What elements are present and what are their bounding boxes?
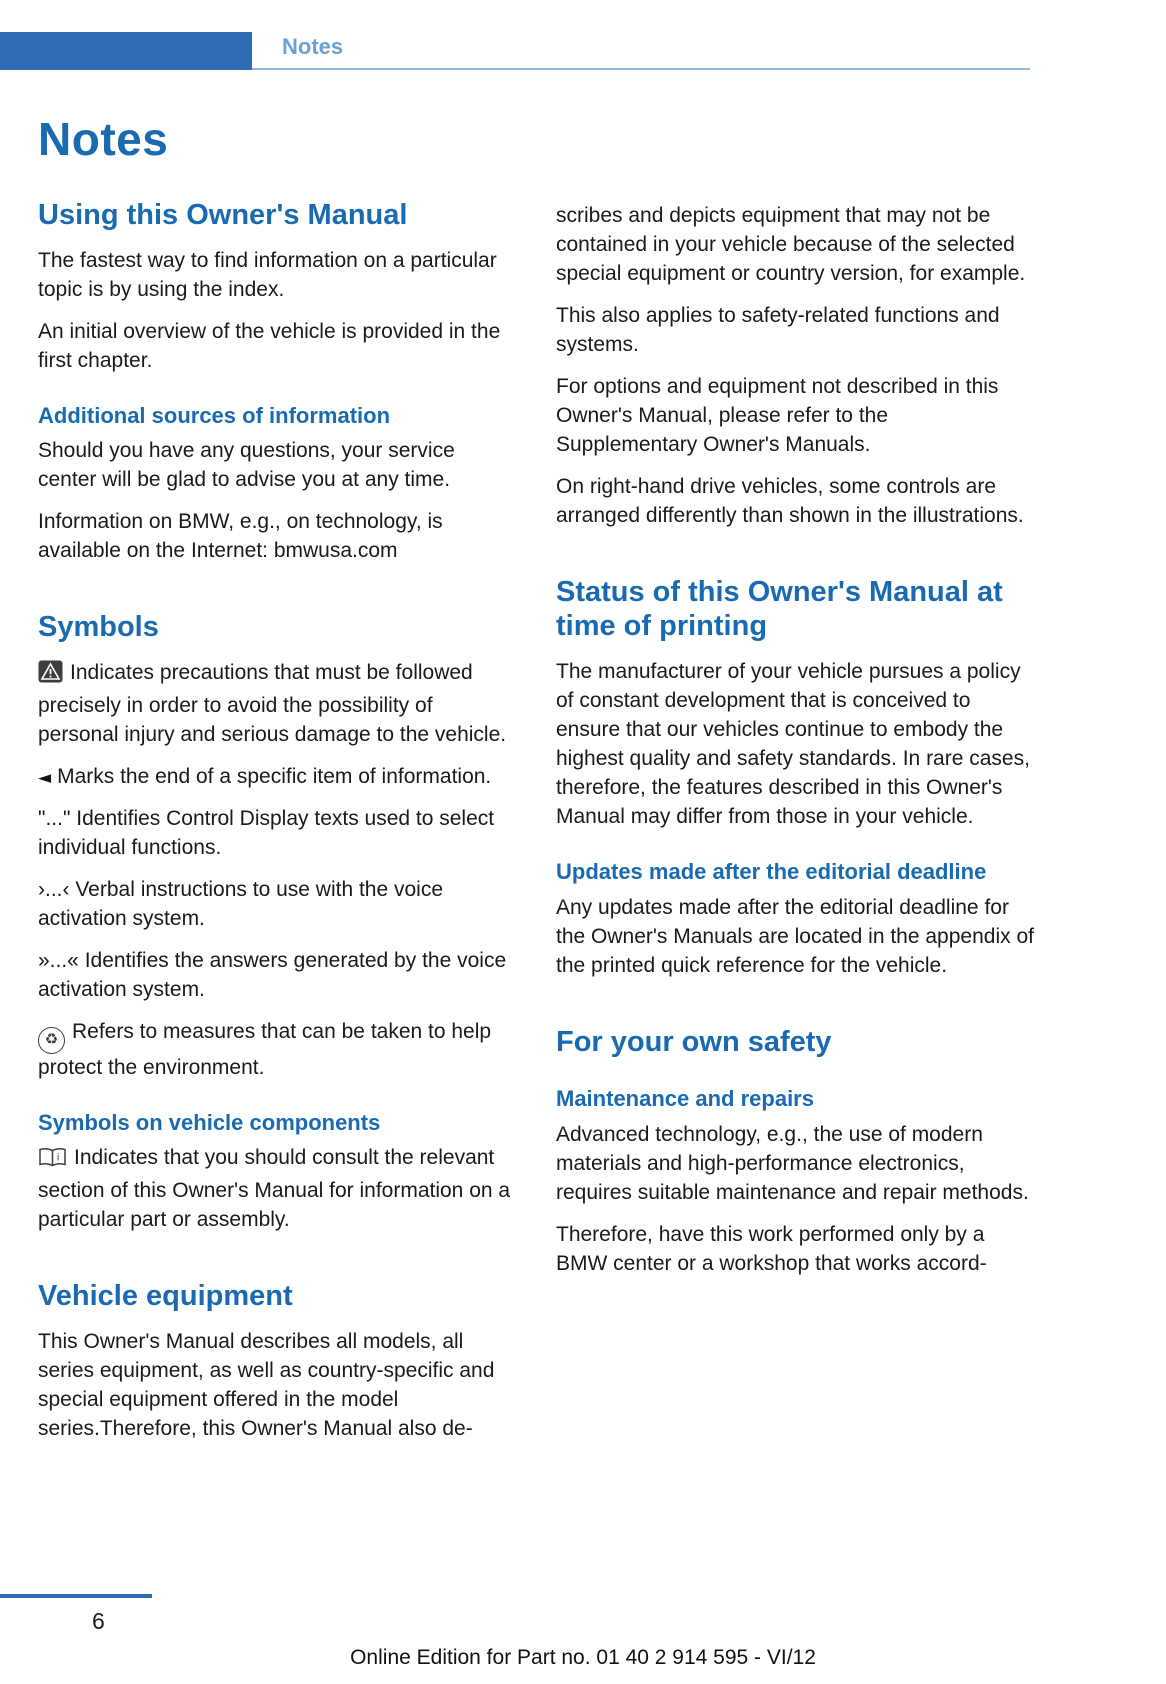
page-footer — [0, 1594, 1166, 1684]
svg-text:i: i — [57, 1152, 60, 1164]
symbol-item-book — [38, 1144, 516, 1235]
symbol-item-end-marker — [38, 763, 516, 792]
recycle-icon: ♻ — [38, 1027, 65, 1054]
left-column — [38, 180, 516, 1457]
symbol-text: Refers to measures that can be taken to help protect the environment. — [38, 1019, 492, 1079]
page-number: 6 — [92, 1608, 105, 1634]
symbol-item-answers: »...« Identifies the answers generated by the voice activation system. — [38, 948, 507, 1001]
right-column — [556, 180, 1034, 1457]
paragraph: This also applies to safety-related functions and systems. — [556, 303, 1000, 356]
end-marker-icon: ◄ — [38, 767, 52, 788]
paragraph: An initial overview of the vehicle is provided in the first chapter. — [38, 319, 501, 372]
two-column-content — [0, 180, 1034, 1457]
paragraph: On right-hand drive vehicles, some controls are arranged differently than shown in the illustrations. — [556, 474, 1024, 527]
symbol-item-quotes: "..." Identifies Control Display texts used to select individual functions. — [38, 806, 495, 859]
symbol-text: Marks the end of a specific item of information. — [57, 764, 492, 788]
paragraph: Therefore, have this work performed only by a BMW center or a workshop that works accord- — [556, 1222, 987, 1275]
section-heading-status: Status of this Owner's Manual at time of printing — [556, 575, 1003, 643]
symbol-item-verbal: ›...‹ Verbal instructions to use with the voice activation system. — [38, 877, 444, 930]
subheading-updates: Updates made after the editorial deadline — [556, 859, 987, 885]
symbol-item-environment — [38, 1018, 516, 1083]
section-heading-using-manual: Using this Owner's Manual — [38, 199, 408, 231]
paragraph: The manufacturer of your vehicle pursues a policy of constant development that is conceived to ensure that our vehicles continue to embody the highest quality and safety standards. In rare cases, therefore, the features described in this Owner's Manual may differ from those in your vehicle. — [556, 660, 1030, 829]
paragraph: This Owner's Manual describes all models, all series equipment, as well as country-specific and special equipment offered in the model series.Therefore, this Owner's Manual also de- — [38, 1329, 495, 1440]
subheading-maintenance-repairs: Maintenance and repairs — [556, 1086, 814, 1112]
footer-accent-rule — [0, 1594, 152, 1598]
paragraph: Should you have any questions, your service center will be glad to advise you at any time. — [38, 439, 455, 492]
paragraph: The fastest way to find information on a particular topic is by using the index. — [38, 248, 497, 301]
symbol-text: Indicates precautions that must be followed precisely in order to avoid the possibility of personal injury and serious damage to the vehicle. — [38, 660, 507, 746]
owners-manual-book-icon — [38, 1147, 67, 1177]
paragraph: Advanced technology, e.g., the use of modern materials and high-performance electronics, requires suitable maintenance and repair methods. — [556, 1122, 1029, 1204]
page-title: Notes — [38, 113, 169, 165]
paragraph: scribes and depicts equipment that may not be contained in your vehicle because of the selected special equipment or country version, for example. — [556, 204, 1026, 285]
symbol-item-warning — [38, 659, 516, 750]
paragraph: Any updates made after the editorial deadline for the Owner's Manuals are located in the appendix of the printed quick reference for the vehicle. — [556, 895, 1034, 977]
footer-edition-text: Online Edition for Part no. 01 40 2 914 595 - VI/12 — [350, 1646, 816, 1669]
paragraph: For options and equipment not described in this Owner's Manual, please refer to the Supplementary Owner's Manuals. — [556, 374, 999, 456]
paragraph: Information on BMW, e.g., on technology, is available on the Internet: bmwusa.com — [38, 510, 443, 563]
running-title: Notes — [282, 34, 344, 59]
subheading-symbols-components: Symbols on vehicle components — [38, 1109, 381, 1135]
section-heading-own-safety: For your own safety — [556, 1025, 832, 1058]
subheading-additional-sources: Additional sources of information — [38, 402, 391, 428]
section-heading-symbols: Symbols — [38, 611, 159, 644]
symbol-text: Indicates that you should consult the relevant section of this Owner's Manual for information on a particular part or assembly. — [38, 1146, 511, 1231]
header-rule — [252, 34, 1030, 70]
warning-icon — [38, 660, 63, 692]
section-heading-vehicle-equipment: Vehicle equipment — [38, 1279, 293, 1312]
page-header — [0, 30, 1030, 70]
header-accent-bar — [0, 32, 252, 70]
